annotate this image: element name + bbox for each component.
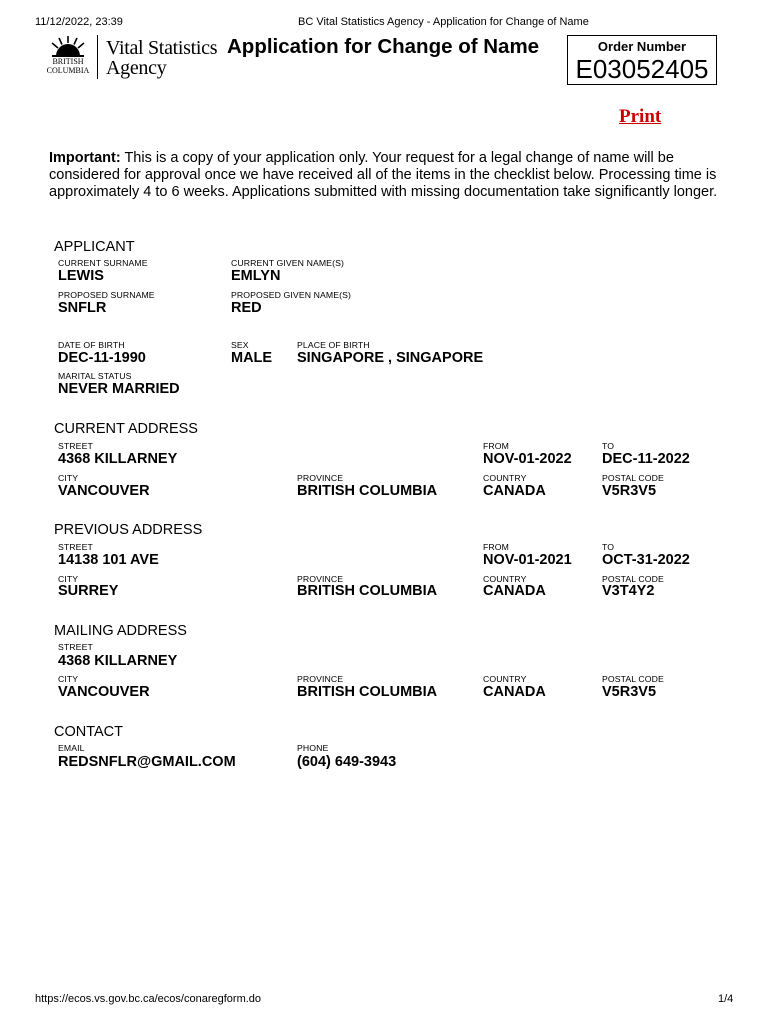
- print-url: https://ecos.vs.gov.bc.ca/ecos/conaregform.do: [35, 993, 262, 1005]
- previous-from-label: FROM: [483, 542, 509, 552]
- current-city-label: CITY: [58, 473, 79, 483]
- current-given-label: CURRENT GIVEN NAME(S): [231, 258, 344, 268]
- logo-divider: [97, 35, 98, 79]
- important-label: Important:: [49, 150, 121, 166]
- current-country-label: COUNTRY: [483, 473, 527, 483]
- mailing-country-label: COUNTRY: [483, 674, 527, 684]
- previous-postal-value: V3T4Y2: [602, 583, 655, 599]
- print-page-title: BC Vital Statistics Agency - Application for Change of Name: [298, 16, 589, 28]
- marital-label: MARITAL STATUS: [58, 371, 132, 381]
- email-label: EMAIL: [58, 743, 85, 753]
- current-city-value: VANCOUVER: [58, 483, 150, 499]
- dob-label: DATE OF BIRTH: [58, 340, 125, 350]
- bc-logo-wordmark: BRITISH COLUMBIA: [46, 57, 90, 75]
- current-to-label: TO: [602, 441, 615, 451]
- mailing-postal-label: POSTAL CODE: [602, 674, 664, 684]
- important-text: This is a copy of your application only. Your request for a legal change of name will be considered for approval once we have received all of the items in the checklist below. Processing time is approximately 4 to 6 weeks. Applications submitted with missing documentation take significantly longer.: [49, 150, 718, 200]
- current-country-value: CANADA: [483, 483, 546, 499]
- important-notice: [49, 150, 721, 201]
- marital-value: NEVER MARRIED: [58, 381, 180, 397]
- proposed-given-value: RED: [231, 300, 262, 316]
- current-given-value: EMLYN: [231, 268, 281, 284]
- previous-street-value: 14138 101 AVE: [58, 552, 159, 568]
- mailing-province-value: BRITISH COLUMBIA: [297, 684, 438, 700]
- mailing-country-value: CANADA: [483, 684, 546, 700]
- pob-value: SINGAPORE , SINGAPORE: [297, 350, 484, 366]
- previous-province-label: PROVINCE: [297, 574, 344, 584]
- agency-name: Vital Statistics Agency: [106, 37, 218, 79]
- sex-value: MALE: [231, 350, 273, 366]
- order-number-box: [567, 35, 717, 85]
- proposed-surname-label: PROPOSED SURNAME: [58, 290, 155, 300]
- previous-province-value: BRITISH COLUMBIA: [297, 583, 438, 599]
- print-link[interactable]: Print: [619, 106, 662, 127]
- current-address-heading: CURRENT ADDRESS: [54, 421, 198, 437]
- order-number-value: E03052405: [575, 54, 709, 84]
- proposed-given-label: PROPOSED GIVEN NAME(S): [231, 290, 351, 300]
- previous-country-value: CANADA: [483, 583, 546, 599]
- print-page-count: 1/4: [718, 993, 734, 1005]
- applicant-heading: APPLICANT: [54, 239, 135, 255]
- bc-sun-logo-icon: [50, 36, 86, 58]
- sex-label: SEX: [231, 340, 249, 350]
- previous-from-value: NOV-01-2021: [483, 552, 572, 568]
- mailing-city-value: VANCOUVER: [58, 684, 150, 700]
- current-province-value: BRITISH COLUMBIA: [297, 483, 438, 499]
- current-street-label: STREET: [58, 441, 93, 451]
- previous-postal-label: POSTAL CODE: [602, 574, 664, 584]
- mailing-street-label: STREET: [58, 642, 93, 652]
- phone-label: PHONE: [297, 743, 329, 753]
- previous-address-heading: PREVIOUS ADDRESS: [54, 522, 203, 538]
- previous-street-label: STREET: [58, 542, 93, 552]
- mailing-city-label: CITY: [58, 674, 79, 684]
- dob-value: DEC-11-1990: [58, 350, 146, 366]
- current-postal-value: V5R3V5: [602, 483, 657, 499]
- previous-to-value: OCT-31-2022: [602, 552, 690, 568]
- order-number-label: Order Number: [597, 39, 687, 54]
- previous-country-label: COUNTRY: [483, 574, 527, 584]
- proposed-surname-value: SNFLR: [58, 300, 107, 316]
- current-street-value: 4368 KILLARNEY: [58, 451, 178, 467]
- current-postal-label: POSTAL CODE: [602, 473, 664, 483]
- contact-heading: CONTACT: [54, 724, 124, 740]
- previous-city-label: CITY: [58, 574, 79, 584]
- previous-city-value: SURREY: [58, 583, 119, 599]
- current-from-label: FROM: [483, 441, 509, 451]
- mailing-postal-value: V5R3V5: [602, 684, 657, 700]
- print-datetime: 11/12/2022, 23:39: [35, 16, 123, 28]
- mailing-province-label: PROVINCE: [297, 674, 344, 684]
- mailing-street-value: 4368 KILLARNEY: [58, 653, 178, 669]
- page-title: Application for Change of Name: [227, 35, 540, 58]
- pob-label: PLACE OF BIRTH: [297, 340, 370, 350]
- current-surname-value: LEWIS: [58, 268, 104, 284]
- previous-to-label: TO: [602, 542, 615, 552]
- mailing-address-heading: MAILING ADDRESS: [54, 623, 187, 639]
- current-province-label: PROVINCE: [297, 473, 344, 483]
- phone-value: (604) 649-3943: [297, 754, 397, 770]
- current-to-value: DEC-11-2022: [602, 451, 690, 467]
- current-from-value: NOV-01-2022: [483, 451, 572, 467]
- email-value: REDSNFLR@GMAIL.COM: [58, 754, 236, 770]
- current-surname-label: CURRENT SURNAME: [58, 258, 148, 268]
